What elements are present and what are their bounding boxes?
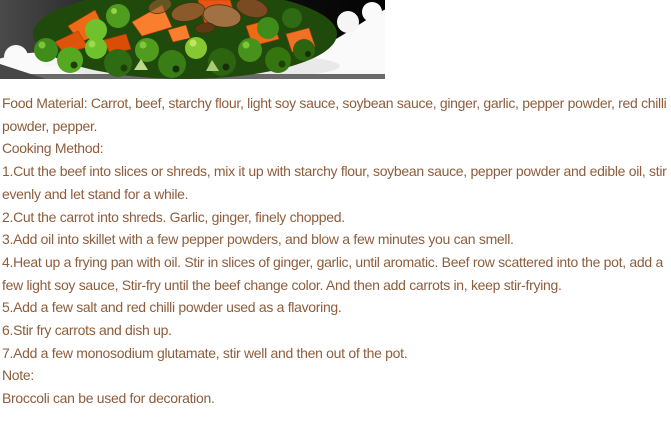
step-5: 5.Add a few salt and red chilli powder used as a flavoring. [2, 299, 342, 316]
note-heading: Note: [2, 367, 34, 384]
step-6: 6.Stir fry carrots and dish up. [2, 322, 172, 339]
recipe-text [2, 92, 667, 410]
dish-photo [0, 0, 385, 79]
step-3: 3.Add oil into skillet with a few pepper powders, and blow a few minutes you can smell. [2, 231, 514, 248]
note-body: Broccoli can be used for decoration. [2, 390, 215, 407]
step-4: 4.Heat up a frying pan with oil. Stir in slices of ginger, garlic, until aromatic. Beef row scattered into the pot, add a few light soy sauce, Stir-fry until the beef change color. And then add carrots in, keep stir-frying. [2, 253, 663, 293]
step-2: 2.Cut the carrot into shreds. Garlic, ginger, finely chopped. [2, 208, 345, 225]
cooking-method-heading: Cooking Method: [2, 140, 104, 157]
step-1: 1.Cut the beef into slices or shreds, mix it up with starchy flour, soybean sauce, pepper powder and edible oil, stir evenly and let stand for a while. [2, 163, 667, 202]
food-material-line: Food Material: Carrot, beef, starchy flour, light soy sauce, soybean sauce, ginger, garlic, pepper powder, red chilli powder, pepper. [2, 95, 667, 134]
step-7: 7.Add a few monosodium glutamate, stir well and then out of the pot. [2, 344, 408, 361]
